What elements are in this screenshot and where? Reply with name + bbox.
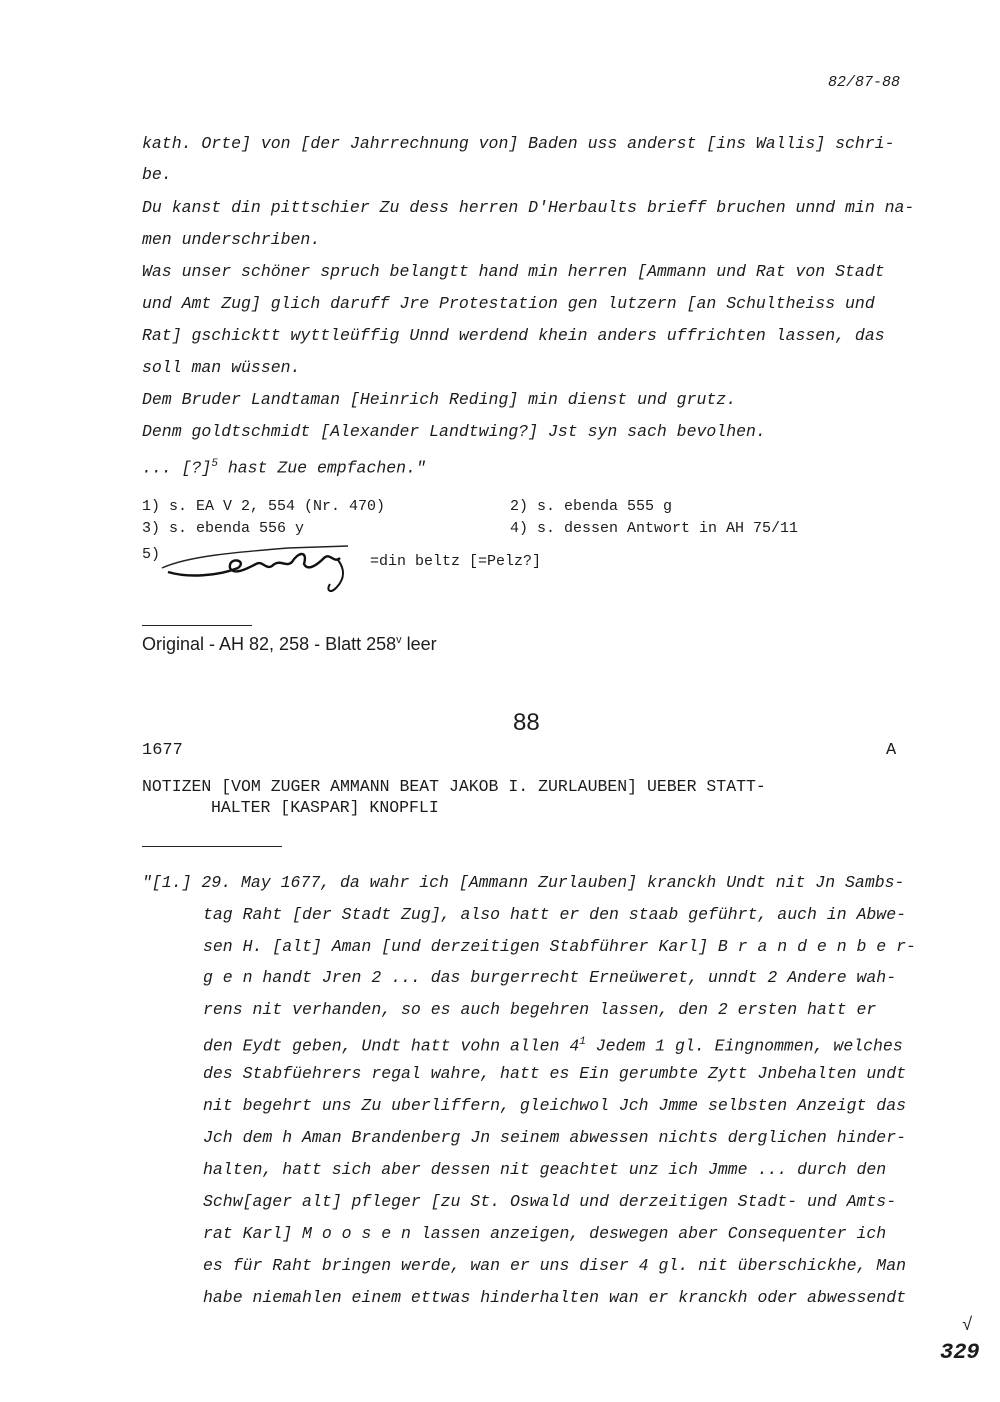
source-suffix: leer	[401, 634, 437, 654]
archive-number: 329	[940, 1340, 980, 1365]
text-line: Dem Bruder Landtaman [Heinrich Reding] min dienst und grutz.	[142, 390, 737, 409]
text-line	[203, 1032, 903, 1057]
divider	[142, 846, 282, 847]
footnote: 2) s. ebenda 555 g	[510, 498, 673, 515]
text-line-prefix: ... [?]	[142, 458, 212, 478]
document-year: 1677	[142, 741, 183, 760]
footnote: 3) s. ebenda 556 y	[142, 520, 305, 537]
text-line-suffix: hast Zue empfachen."	[217, 458, 426, 478]
check-mark: √	[962, 1316, 973, 1336]
verso-mark: v	[396, 634, 402, 646]
footnote-gloss: =din beltz [=Pelz?]	[370, 553, 542, 570]
text-line: g e n handt Jren 2 ... das burgerrecht Erneüweret, unndt 2 Andere wah-	[203, 968, 897, 987]
text-line: und Amt Zug] glich daruff Jre Protestation gen lutzern [an Schultheiss und	[142, 294, 875, 313]
text-line-suffix: Jedem 1 gl. Eingnommen, welches	[585, 1036, 903, 1056]
page-reference: 82/87-88	[828, 74, 901, 91]
document-title-line: HALTER [KASPAR] KNOPFLI	[211, 798, 439, 817]
text-line-prefix: den Eydt geben, Undt hatt vohn allen 4	[203, 1036, 580, 1056]
text-line: be.	[142, 165, 172, 184]
footnote: 1) s. EA V 2, 554 (Nr. 470)	[142, 498, 386, 515]
text-line: "[1.] 29. May 1677, da wahr ich [Ammann Zurlauben] kranckh Undt nit Jn Sambs-	[142, 873, 905, 892]
footnote: 4) s. dessen Antwort in AH 75/11	[510, 520, 799, 537]
document-class: A	[886, 741, 897, 760]
text-line: Jch dem h Aman Brandenberg Jn seinem abwessen nichts derglichen hinder-	[203, 1128, 907, 1147]
text-line: des Stabfüehrers regal wahre, hatt es Ein gerumbte Zytt Jnbehalten undt	[203, 1064, 907, 1083]
text-line	[142, 454, 426, 479]
divider	[142, 625, 252, 626]
text-line: Du kanst din pittschier Zu dess herren D'Herbaults brieff bruchen unnd min na-	[142, 198, 915, 217]
text-line: soll man wüssen.	[142, 358, 301, 377]
text-line: rat Karl] M o o s e n lassen anzeigen, deswegen aber Consequenter ich	[203, 1224, 887, 1243]
text-line: sen H. [alt] Aman [und derzeitigen Stabführer Karl] B r a n d e n b e r-	[203, 937, 916, 956]
text-line: kath. Orte] von [der Jahrrechnung von] Baden uss anderst [ins Wallis] schri-	[142, 134, 895, 153]
footnote-number: 5)	[142, 546, 161, 563]
text-line: Was unser schöner spruch belangtt hand min herren [Ammann und Rat von Stadt	[142, 262, 885, 281]
source-text: Original - AH 82, 258 - Blatt 258	[142, 634, 397, 654]
text-line: men underschriben.	[142, 230, 321, 249]
document-title-line: NOTIZEN [VOM ZUGER AMMANN BEAT JAKOB I. ZURLAUBEN] UEBER STATT-	[142, 777, 766, 796]
text-line: nit begehrt uns Zu uberliffern, gleichwol Jch Jmme selbsten Anzeigt das	[203, 1096, 907, 1115]
text-line: Rat] gschicktt wyttleüffig Unnd werdend khein anders uffrichten lassen, das	[142, 326, 885, 345]
text-line: habe niemahlen einem ettwas hinderhalten wan er kranckh oder abwessendt	[203, 1288, 907, 1307]
handwritten-word-image	[158, 538, 358, 596]
document-number: 88	[513, 709, 540, 736]
text-line: rens nit verhanden, so es auch begehren lassen, den 2 ersten hatt er	[203, 1000, 877, 1019]
source-line	[142, 634, 437, 655]
footnote-ref: 5	[211, 458, 218, 470]
footnote-ref: 1	[579, 1036, 586, 1048]
text-line: es für Raht bringen werde, wan er uns diser 4 gl. nit überschickhe, Man	[203, 1256, 907, 1275]
text-line: Denm goldtschmidt [Alexander Landtwing?] Jst syn sach bevolhen.	[142, 422, 766, 441]
text-line: Schw[ager alt] pfleger [zu St. Oswald und derzeitigen Stadt- und Amts-	[203, 1192, 897, 1211]
text-line: halten, hatt sich aber dessen nit geachtet unz ich Jmme ... durch den	[203, 1160, 887, 1179]
text-line: tag Raht [der Stadt Zug], also hatt er den staab geführt, auch in Abwe-	[203, 905, 907, 924]
